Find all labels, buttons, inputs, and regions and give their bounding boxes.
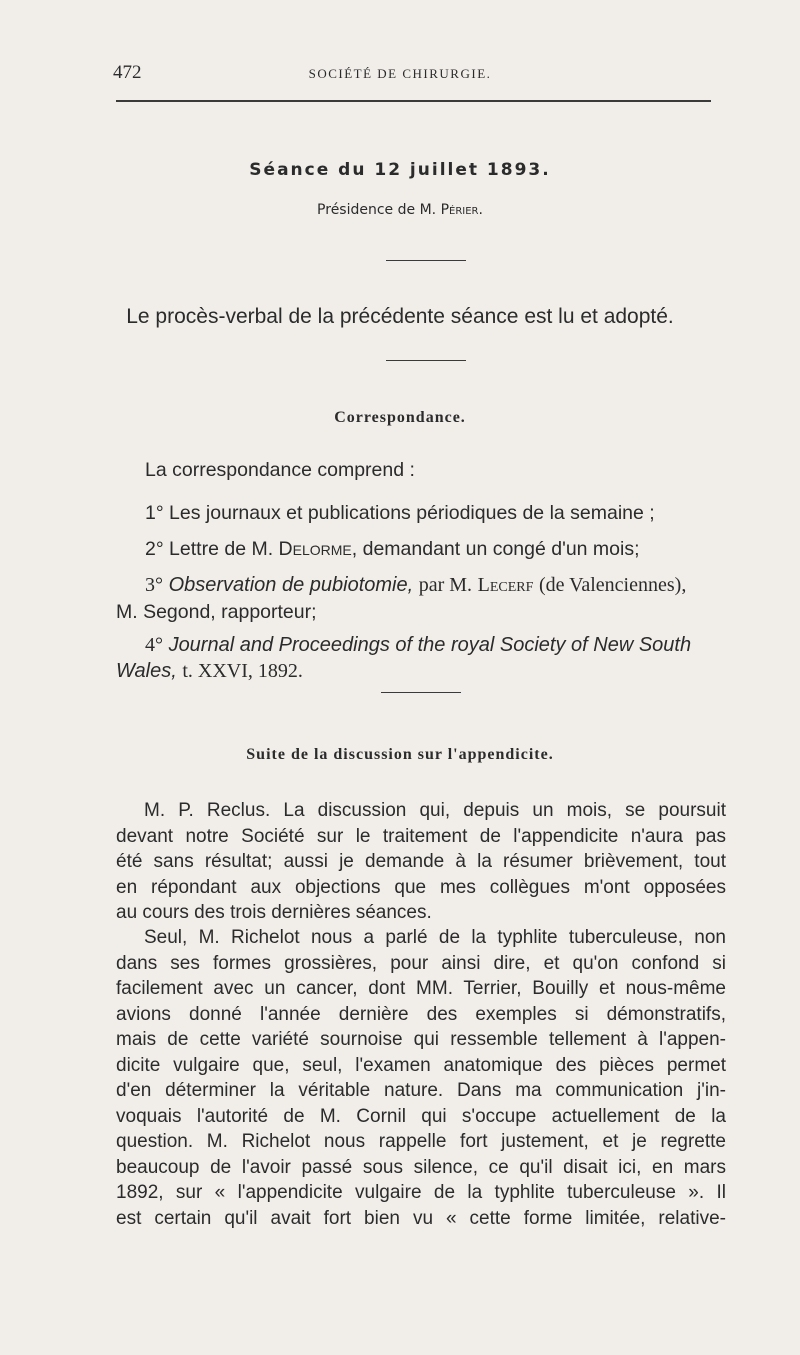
item-4-rest: t. XXVI, 1892. bbox=[182, 660, 303, 682]
text-line: d'en déterminer la véritable nature. Dans ma communication j'in- bbox=[116, 1080, 726, 1101]
discussion-heading: Suite de la discussion sur l'appendicite. bbox=[246, 746, 554, 763]
proces-verbal-text: Le procès-verbal de la précédente séance est lu et adopté. bbox=[126, 305, 674, 328]
correspondance-item-3-line-2 bbox=[116, 599, 696, 625]
item-3-prefix: par M. bbox=[418, 574, 473, 596]
discussion-paragraph-2 bbox=[116, 925, 726, 1231]
item-2-suffix: , demandant un congé d'un mois; bbox=[351, 538, 640, 560]
text-line: en répondant aux objections que mes collègues m'ont opposées bbox=[116, 876, 726, 898]
item-3-title: Observation de pubiotomie, bbox=[168, 574, 414, 596]
text-line: 1892, sur « l'appendicite vulgaire de la typhlite tuberculeuse ». Il bbox=[116, 1182, 726, 1203]
item-3-line-2: M. Segond, rapporteur; bbox=[116, 601, 317, 623]
text-line: avions donné l'année dernière des exemples si démonstratifs, bbox=[116, 1003, 726, 1025]
correspondance-item-4 bbox=[145, 632, 715, 658]
president-name: Périer bbox=[440, 202, 479, 218]
text-line: Seul, M. Richelot nous a parlé de la typhlite tuberculeuse, non bbox=[144, 927, 726, 948]
item-3-suffix: (de Valenciennes), bbox=[538, 574, 687, 596]
separator-rule bbox=[386, 360, 466, 361]
text-line: mais de cette variété sournoise qui ressemble tellement à l'appen- bbox=[116, 1029, 726, 1050]
correspondance-intro-text: La correspondance comprend : bbox=[145, 459, 415, 481]
correspondance-item-4-line-2 bbox=[116, 658, 696, 684]
text-line: question. M. Richelot nous rappelle fort justement, et je regrette bbox=[116, 1131, 726, 1152]
item-3-name: Lecerf bbox=[477, 574, 534, 596]
text-line: voquais l'autorité de M. Cornil qui s'occupe actuellement de la bbox=[116, 1105, 726, 1127]
text-line: au cours des trois dernières séances. bbox=[116, 902, 432, 923]
item-1-text: 1° Les journaux et publications périodiques de la semaine ; bbox=[145, 502, 655, 524]
text-line: M. P. Reclus. La discussion qui, depuis un mois, se poursuit bbox=[144, 800, 726, 821]
item-3-number: 3° bbox=[145, 574, 163, 596]
text-line: facilement avec un cancer, dont MM. Terrier, Bouilly et nous-même bbox=[116, 978, 726, 999]
text-line: beaucoup de l'avoir passé sous silence, ce qu'il disait ici, en mars bbox=[116, 1156, 726, 1178]
correspondance-item-3 bbox=[145, 572, 705, 598]
text-line: est certain qu'il avait fort bien vu « cette forme limitée, relative- bbox=[116, 1207, 726, 1229]
item-2-name: Delorme bbox=[278, 538, 352, 560]
correspondance-intro bbox=[145, 457, 725, 483]
separator-rule bbox=[386, 260, 466, 261]
page-number: 472 bbox=[113, 62, 142, 83]
text-line: été sans résultat; aussi je demande à la résumer brièvement, tout bbox=[116, 851, 726, 872]
session-presidence bbox=[0, 202, 800, 218]
running-title: SOCIÉTÉ DE CHIRURGIE. bbox=[308, 66, 492, 81]
correspondance-item-1 bbox=[145, 500, 725, 526]
text-line: devant notre Société sur le traitement de l'appendicite n'aura pas bbox=[116, 825, 726, 847]
session-title: Séance du 12 juillet 1893. bbox=[249, 160, 551, 180]
item-4-title-2: Wales, bbox=[116, 660, 177, 682]
presidence-suffix: . bbox=[478, 202, 483, 218]
discussion-paragraph-1 bbox=[116, 798, 726, 926]
text-line: dans ses formes grossières, pour ainsi dire, et qu'on confond si bbox=[116, 952, 726, 974]
item-2-prefix: 2° Lettre de M. bbox=[145, 538, 274, 560]
header-rule bbox=[116, 100, 711, 102]
presidence-prefix: Présidence de M. bbox=[317, 202, 437, 218]
text-line: dicite vulgaire que, seul, l'examen anatomique des pièces permet bbox=[116, 1054, 726, 1076]
separator-rule bbox=[381, 692, 461, 693]
item-4-number: 4° bbox=[145, 634, 163, 656]
correspondance-heading: Correspondance. bbox=[334, 409, 466, 426]
correspondance-item-2 bbox=[145, 536, 725, 562]
item-4-title-1: Journal and Proceedings of the royal Society of New South bbox=[168, 634, 692, 656]
